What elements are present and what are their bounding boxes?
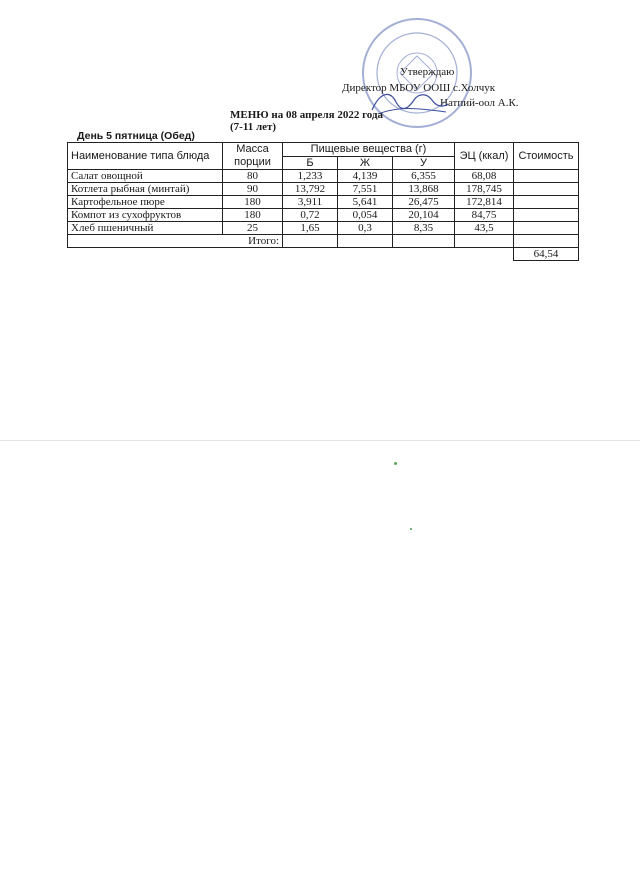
dish-mass: 180 xyxy=(223,196,283,209)
scan-speck-icon xyxy=(394,462,397,465)
dish-u: 20,104 xyxy=(393,209,455,222)
header-mass: Масса порции xyxy=(223,143,283,170)
header-cost: Стоимость xyxy=(514,143,579,170)
scan-speck-icon xyxy=(410,528,412,530)
dish-b: 1,233 xyxy=(283,170,338,183)
dish-energy: 172,814 xyxy=(455,196,514,209)
header-energy: ЭЦ (ккал) xyxy=(455,143,514,170)
dish-energy: 68,08 xyxy=(455,170,514,183)
day-label: День 5 пятница (Обед) xyxy=(77,130,195,142)
dish-u: 13,868 xyxy=(393,183,455,196)
dish-b: 1,65 xyxy=(283,222,338,235)
dish-u: 26,475 xyxy=(393,196,455,209)
table-row xyxy=(68,196,579,209)
approval-name: Натпий-оол А.К. xyxy=(440,97,519,109)
cost-row-spacer xyxy=(68,248,514,261)
dish-cost xyxy=(514,209,579,222)
table-row xyxy=(68,183,579,196)
total-empty xyxy=(514,235,579,248)
dish-name: Салат овощной xyxy=(68,170,223,183)
dish-name: Котлета рыбная (минтай) xyxy=(68,183,223,196)
dish-cost xyxy=(514,170,579,183)
header-u: У xyxy=(393,156,455,170)
dish-b: 0,72 xyxy=(283,209,338,222)
dish-cost xyxy=(514,196,579,209)
header-b: Б xyxy=(283,156,338,170)
dish-name: Картофельное пюре xyxy=(68,196,223,209)
dish-u: 6,355 xyxy=(393,170,455,183)
dish-energy: 43,5 xyxy=(455,222,514,235)
dish-name: Хлеб пшеничный xyxy=(68,222,223,235)
dish-mass: 25 xyxy=(223,222,283,235)
table-row xyxy=(68,222,579,235)
dish-cost xyxy=(514,183,579,196)
age-group: (7-11 лет) xyxy=(230,121,277,133)
dish-zh: 5,641 xyxy=(338,196,393,209)
total-cost: 64,54 xyxy=(514,248,579,261)
dish-zh: 0,054 xyxy=(338,209,393,222)
table-header-row xyxy=(68,143,579,157)
total-energy xyxy=(455,235,514,248)
header-dish: Наименование типа блюда xyxy=(68,143,223,170)
total-zh xyxy=(338,235,393,248)
total-b xyxy=(283,235,338,248)
dish-mass: 80 xyxy=(223,170,283,183)
dish-mass: 90 xyxy=(223,183,283,196)
table-row xyxy=(68,209,579,222)
scan-fold-line xyxy=(0,440,640,441)
header-nutrients: Пищевые вещества (г) xyxy=(283,143,455,157)
dish-b: 13,792 xyxy=(283,183,338,196)
total-u xyxy=(393,235,455,248)
table-row xyxy=(68,170,579,183)
dish-mass: 180 xyxy=(223,209,283,222)
dish-b: 3,911 xyxy=(283,196,338,209)
approval-heading: Утверждаю xyxy=(400,66,455,78)
dish-zh: 7,551 xyxy=(338,183,393,196)
total-label: Итого: xyxy=(68,235,283,248)
total-row xyxy=(68,235,579,248)
menu-table xyxy=(67,142,579,261)
dish-zh: 4,139 xyxy=(338,170,393,183)
cost-row xyxy=(68,248,579,261)
header-zh: Ж xyxy=(338,156,393,170)
dish-cost xyxy=(514,222,579,235)
dish-name: Компот из сухофруктов xyxy=(68,209,223,222)
approval-director: Директор МБОУ ООШ с.Холчук xyxy=(342,82,496,94)
dish-u: 8,35 xyxy=(393,222,455,235)
menu-title: МЕНЮ на 08 апреля 2022 года xyxy=(230,109,384,121)
dish-energy: 178,745 xyxy=(455,183,514,196)
dish-energy: 84,75 xyxy=(455,209,514,222)
dish-zh: 0,3 xyxy=(338,222,393,235)
